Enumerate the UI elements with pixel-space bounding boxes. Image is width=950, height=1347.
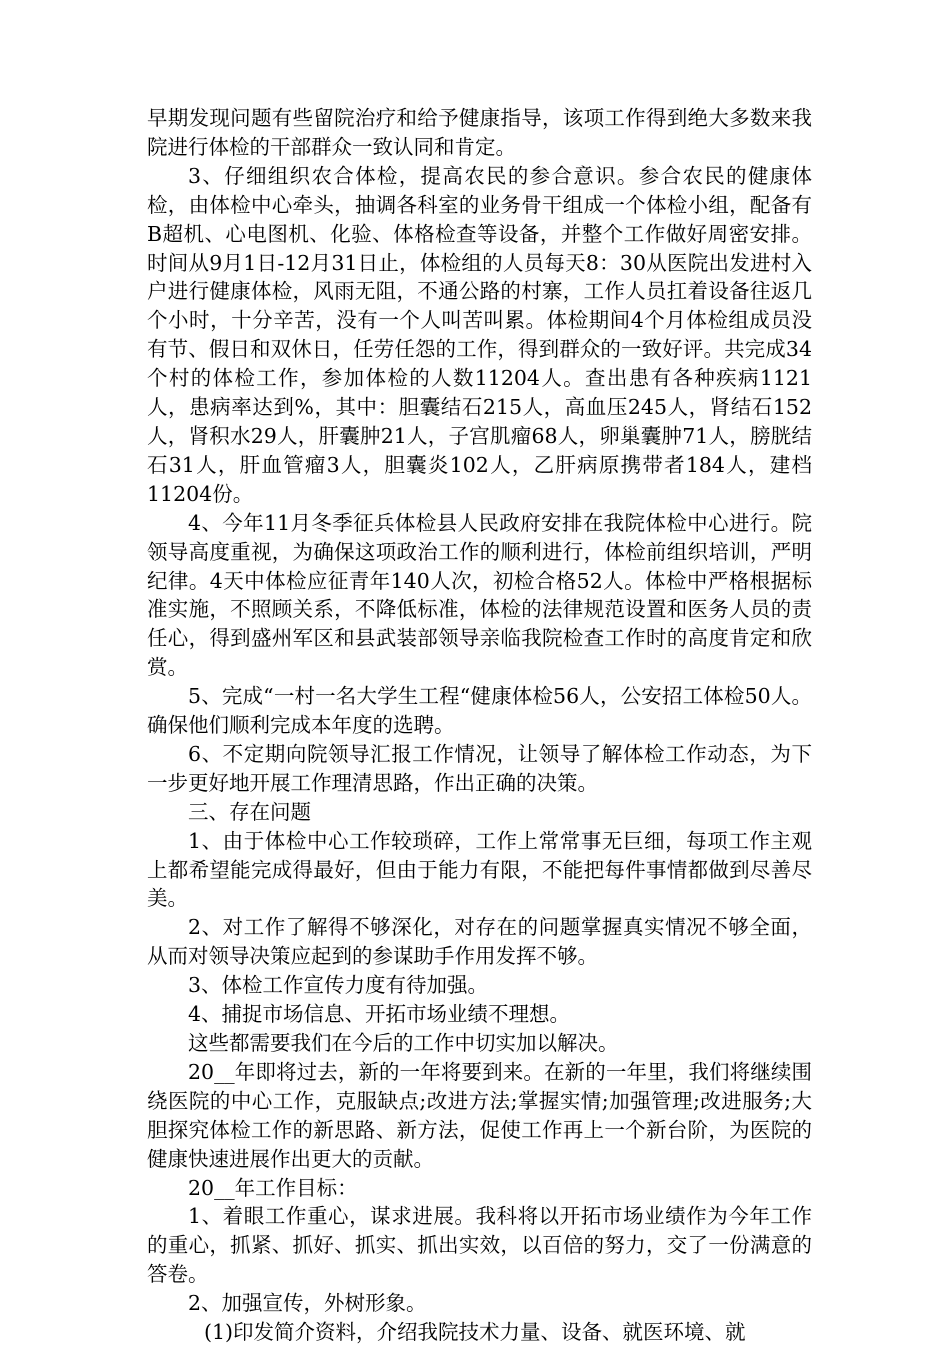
paragraph-item-4-conscription-checkup: 4、今年11月冬季征兵体检县人民政府安排在我院体检中心进行。院领导高度重视，为确保这项政治工作的顺利进行，体检前组织培训，严明纪律。4天中体检应征青年140人次，初检合格52人。体检中严格根据标准实施，不照顾关系，不降低标准，体检的法律规范设置和医务人员的责任心，得到盛州军区和县武装部领导亲临我院检查工作时的高度肯定和欣赏。 — [147, 510, 812, 680]
paragraph-problem-1: 1、由于体检中心工作较琐碎，工作上常常事无巨细，每项工作主观上都希望能完成得最好，但由于能力有限，不能把每件事情都做到尽善尽美。 — [147, 828, 812, 911]
paragraph-goal-1: 1、着眼工作重心，谋求进展。我科将以开拓市场业绩作为今年工作的重心，抓紧、抓好、抓实、抓出实效，以百倍的努力，交了一份满意的答卷。 — [147, 1204, 812, 1287]
paragraph-item-3-farmer-checkup: 3、仔细组织农合体检，提高农民的参合意识。参合农民的健康体检，由体检中心牵头，抽调各科室的业务骨干组成一个体检小组，配备有B超机、心电图机、化验、体格检查等设备，并整个工作做好周密安排。时间从9月1日-12月31日止，体检组的人员每天8：30从医院出发进村入户进行健康体检，风雨无阻，不通公路的村寨，工作人员扛着设备往返几个小时，十分辛苦，没有一个人叫苦叫累。体检期间4个月体检组成员没有节、假日和双休日，任劳任怨的工作，得到群众的一致好评。共完成34个村的体检工作，参加体检的人数11204人。查出患有各种疾病1121人，患病率达到%，其中：胆囊结石215人，高血压245人，肾结石152人，肾积水29人，肝囊肿21人，子宫肌瘤68人，卵巢囊肿71人，膀胱结石31人，肝血管瘤3人，胆囊炎102人，乙肝病原携带者184人，建档11204份。 — [147, 163, 812, 506]
paragraph-goal-2-sub-1: (1)印发简介资料，介绍我院技术力量、设备、就医环境、就 — [204, 1320, 746, 1345]
paragraph-problem-4: 4、捕捉市场信息、开拓市场业绩不理想。 — [188, 1002, 571, 1027]
heading-work-goals: 20__年工作目标： — [188, 1175, 358, 1200]
paragraph-item-5-graduate-checkup: 5、完成“一村一名大学生工程“健康体检56人，公安招工体检50人。确保他们顺利完成本年度的选聘。 — [147, 684, 812, 738]
paragraph-resolution: 这些都需要我们在今后的工作中切实加以解决。 — [188, 1031, 619, 1055]
paragraph-new-year-outlook: 20__年即将过去，新的一年将要到来。在新的一年里，我们将继续围绕医院的中心工作，克服缺点;改进方法;掌握实情;加强管理;改进服务;大胆探究体检工作的新思路、新方法，促使工作再上一个新台阶，为医院的健康快速进展作出更大的贡献。 — [147, 1059, 812, 1171]
paragraph-goal-2: 2、加强宣传，外树形象。 — [188, 1291, 427, 1316]
section-heading-problems: 三、存在问题 — [188, 799, 311, 824]
paragraph-problem-3: 3、体检工作宣传力度有待加强。 — [188, 973, 489, 998]
paragraph-item-6-reporting: 6、不定期向院领导汇报工作情况，让领导了解体检工作动态，为下一步更好地开展工作理清思路，作出正确的决策。 — [147, 741, 812, 795]
paragraph-problem-2: 2、对工作了解得不够深化，对存在的问题掌握真实情况不够全面，从而对领导决策应起到的参谋助手作用发挥不够。 — [147, 915, 812, 969]
paragraph-continuation: 早期发现问题有些留院治疗和给予健康指导，该项工作得到绝大多数来我院进行体检的干部群众一致认同和肯定。 — [147, 106, 812, 159]
document-body — [147, 104, 812, 1347]
